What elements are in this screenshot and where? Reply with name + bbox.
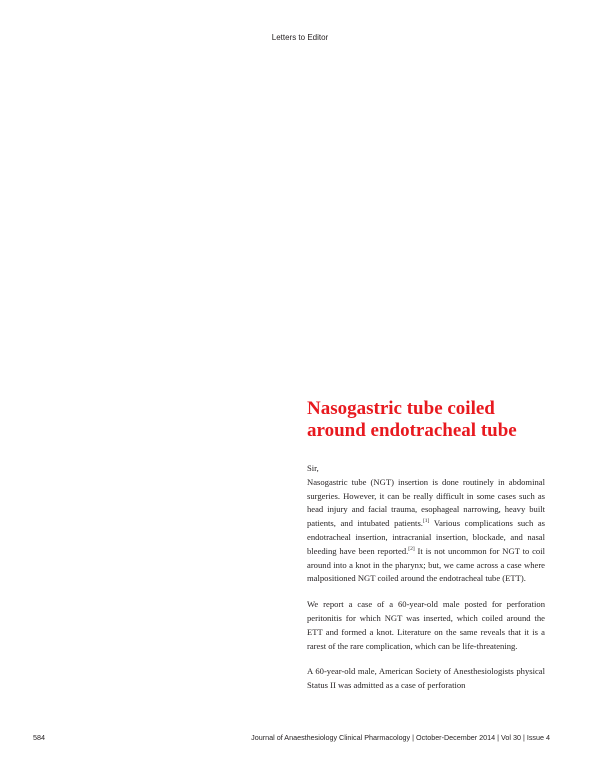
paragraph-2: We report a case of a 60-year-old male posted for perforation peritonitis for which NGT was inserted, which coiled around the ETT and formed a knot. Literature on the same reveals that it is a rarest of the rare complication, which can be life-threatening. [307, 599, 545, 651]
salutation: Sir, [307, 463, 319, 473]
letter-body [307, 462, 545, 705]
reference-2[interactable]: [2] [408, 545, 415, 552]
journal-citation: Journal of Anaesthesiology Clinical Pharmacology | October-December 2014 | Vol 30 | Issue 4 [251, 733, 550, 742]
paragraph-1-text-a: Nasogastric tube (NGT) insertion is done routinely in abdominal surgeries. However, it can be really difficult in some cases such as head injury and facial trauma, esophageal narrowing, heavy built patients, and intubated patients. [307, 476, 545, 529]
running-header: Letters to Editor [271, 33, 329, 42]
paragraph-1 [307, 476, 545, 586]
article-title [307, 398, 577, 442]
paragraph-1-text-c: It is not uncommon for NGT to coil around into a knot in the pharynx; but, we came across a case where malpositioned NGT coiled around the endotracheal tube (ETT). [307, 545, 545, 584]
reference-1[interactable]: [1] [422, 518, 430, 525]
page-number: 584 [33, 733, 45, 742]
page-footer [0, 733, 600, 745]
title-line-1: Nasogastric tube coiled [307, 398, 495, 419]
paragraph-1-text-b: Various complications such as endotracheal insertion, intracranial insertion, blockade, and nasal bleeding have been reported. [307, 518, 545, 556]
title-line-2: around endotracheal tube [307, 420, 517, 441]
paragraph-3: A 60-year-old male, American Society of Anesthesiologists physical Status II was admitted as a case of perforation [307, 666, 545, 691]
